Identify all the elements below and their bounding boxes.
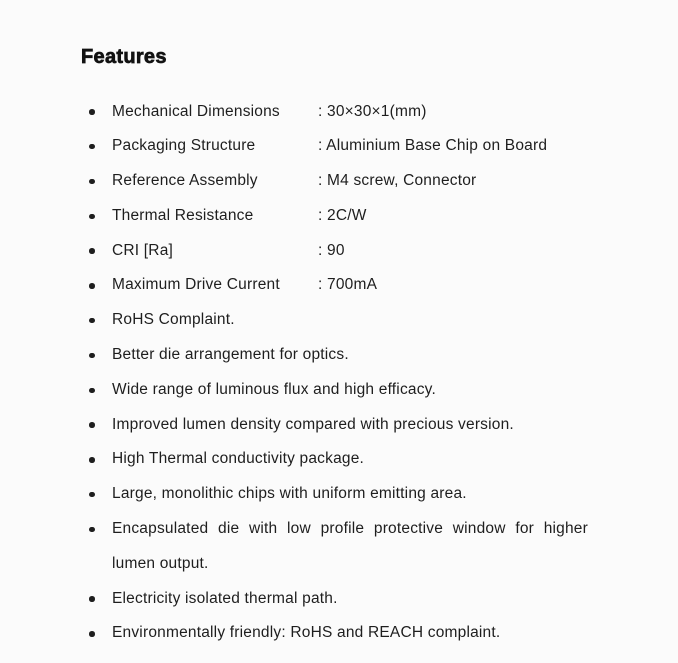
spec-label: Mechanical Dimensions bbox=[112, 102, 280, 120]
spec-value: : 2C/W bbox=[318, 206, 367, 224]
feature-list-item bbox=[86, 477, 626, 512]
features-list bbox=[86, 95, 626, 652]
bullet-icon bbox=[89, 318, 95, 324]
feature-text: High Thermal conductivity package. bbox=[112, 450, 365, 468]
bullet-icon bbox=[89, 457, 95, 463]
spec-list-item bbox=[86, 199, 626, 234]
feature-text: Electricity isolated thermal path. bbox=[112, 589, 338, 607]
spec-value: : Aluminium Base Chip on Board bbox=[318, 137, 548, 155]
bullet-icon bbox=[89, 353, 95, 359]
spec-list-item bbox=[86, 268, 626, 303]
bullet-icon bbox=[89, 283, 95, 289]
feature-text: Wide range of luminous flux and high efficacy. bbox=[112, 380, 436, 398]
feature-list-item bbox=[86, 338, 626, 373]
bullet-icon bbox=[89, 179, 95, 185]
spec-label: CRI [Ra] bbox=[112, 241, 174, 259]
bullet-icon bbox=[89, 144, 95, 150]
spec-list-item bbox=[86, 95, 626, 130]
spec-value: : 90 bbox=[318, 241, 345, 259]
spec-label: Maximum Drive Current bbox=[112, 276, 280, 294]
feature-text: Better die arrangement for optics. bbox=[112, 346, 349, 364]
feature-text: Encapsulated die with low profile protective window for higher lumen output. bbox=[112, 520, 588, 572]
bullet-icon bbox=[89, 596, 95, 602]
spec-label: Reference Assembly bbox=[112, 172, 258, 190]
spec-label: Thermal Resistance bbox=[112, 206, 254, 224]
spec-list-item bbox=[86, 129, 626, 164]
feature-list-item bbox=[86, 373, 626, 408]
bullet-icon bbox=[89, 631, 95, 637]
bullet-icon bbox=[89, 109, 95, 115]
bullet-icon bbox=[89, 214, 95, 220]
feature-list-item bbox=[86, 303, 626, 338]
spec-label: Packaging Structure bbox=[112, 137, 256, 155]
feature-list-item bbox=[86, 616, 626, 651]
feature-text: Improved lumen density compared with precious version. bbox=[112, 415, 514, 433]
bullet-icon bbox=[89, 388, 95, 394]
feature-list-item bbox=[86, 408, 626, 443]
feature-list-item bbox=[86, 582, 626, 617]
bullet-icon bbox=[89, 422, 95, 428]
bullet-icon bbox=[89, 492, 95, 498]
spec-value: : 700mA bbox=[318, 276, 378, 294]
spec-list-item bbox=[86, 164, 626, 199]
feature-text: RoHS Complaint. bbox=[112, 311, 235, 329]
bullet-icon bbox=[89, 248, 95, 254]
feature-text: Large, monolithic chips with uniform emitting area. bbox=[112, 485, 467, 503]
feature-text: Environmentally friendly: RoHS and REACH complaint. bbox=[112, 624, 501, 642]
spec-list-item bbox=[86, 234, 626, 269]
spec-value: : 30×30×1(mm) bbox=[318, 102, 427, 120]
section-heading: Features bbox=[81, 46, 167, 68]
spec-value: : M4 screw, Connector bbox=[318, 172, 477, 190]
feature-list-item bbox=[86, 512, 626, 582]
feature-list-item bbox=[86, 442, 626, 477]
bullet-icon bbox=[89, 527, 95, 533]
